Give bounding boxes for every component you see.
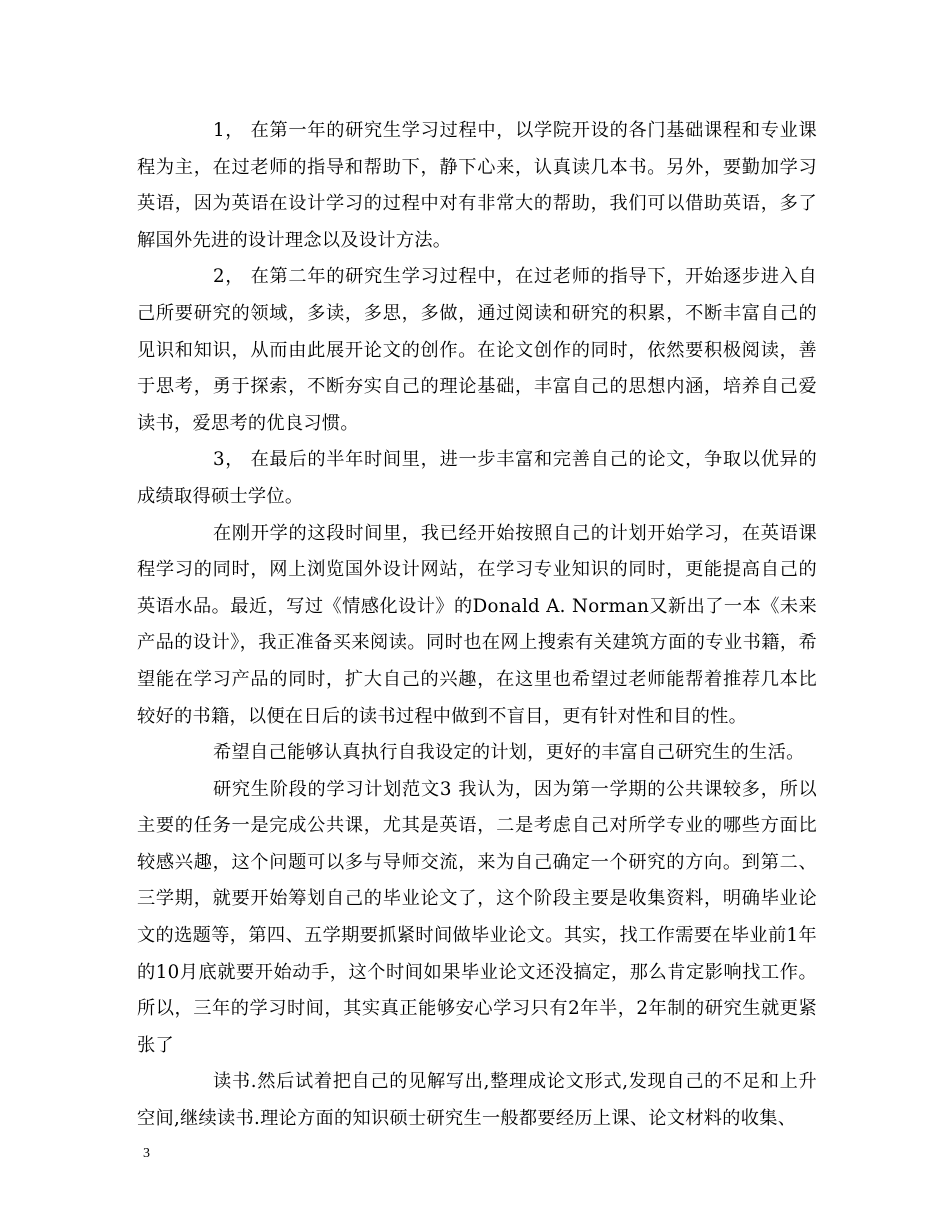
paragraph-5: 希望自己能够认真执行自我设定的计划，更好的丰富自己研究生的生活。	[213, 742, 805, 764]
body-text	[137, 113, 817, 1138]
paragraph-1: 1， 在第一年的研究生学习过程中，以学院开设的各门基础课程和专业课程为主，在过老师的指导和帮助下，静下心来，认真读几本书。另外，要勤加学习英语，因为英语在设计学习的过程中对有非常大的帮助，我们可以借助英语，多了解国外先进的设计理念以及设计方法。	[137, 120, 817, 251]
paragraph-3: 3， 在最后的半年时间里，进一步丰富和完善自己的论文，争取以优异的成绩取得硕士学位。	[137, 449, 817, 507]
paragraph-6: 研究生阶段的学习计划范文3 我认为，因为第一学期的公共课较多，所以主要的任务一是完成公共课，尤其是英语，二是考虑自己对所学专业的哪些方面比较感兴趣，这个问题可以多与导师交流，来为自己确定一个研究的方向。到第二、三学期，就要开始筹划自己的毕业论文了，这个阶段主要是收集资料，明确毕业论文的选题等，第四、五学期要抓紧时间做毕业论文。其实，找工作需要在毕业前1年的10月底就要开始动手，这个时间如果毕业论文还没搞定，那么肯定影响找工作。所以，三年的学习时间，其实真正能够安心学习只有2年半，2年制的研究生就更紧张了	[137, 778, 817, 1056]
paragraph-2: 2， 在第二年的研究生学习过程中，在过老师的指导下，开始逐步进入自己所要研究的领域，多读，多思，多做，通过阅读和研究的积累，不断丰富自己的见识和知识，从而由此展开论文的创作。在论文创作的同时，依然要积极阅读，善于思考，勇于探索，不断夯实自己的理论基础，丰富自己的思想内涵，培养自己爱读书，爱思考的优良习惯。	[137, 266, 817, 434]
page-number: 3	[143, 1146, 150, 1161]
paragraph-7: 读书.然后试着把自己的见解写出,整理成论文形式,发现自己的不足和上升空间,继续读书.理论方面的知识硕士研究生一般都要经历上课、论文材料的收集、	[137, 1071, 817, 1130]
paragraph-4: 在刚开学的这段时间里，我已经开始按照自己的计划开始学习，在英语课程学习的同时，网上浏览国外设计网站，在学习专业知识的同时，更能提高自己的英语水品。最近，写过《情感化设计》的Donald A. Norman又新出了一本《未来产品的设计》，我正准备买来阅读。同时也在网上搜索有关建筑方面的专业书籍，希望能在学习产品的同时，扩大自己的兴趣，在这里也希望过老师能帮着推荐几本比较好的书籍，以便在日后的读书过程中做到不盲目，更有针对性和目的性。	[137, 522, 817, 727]
